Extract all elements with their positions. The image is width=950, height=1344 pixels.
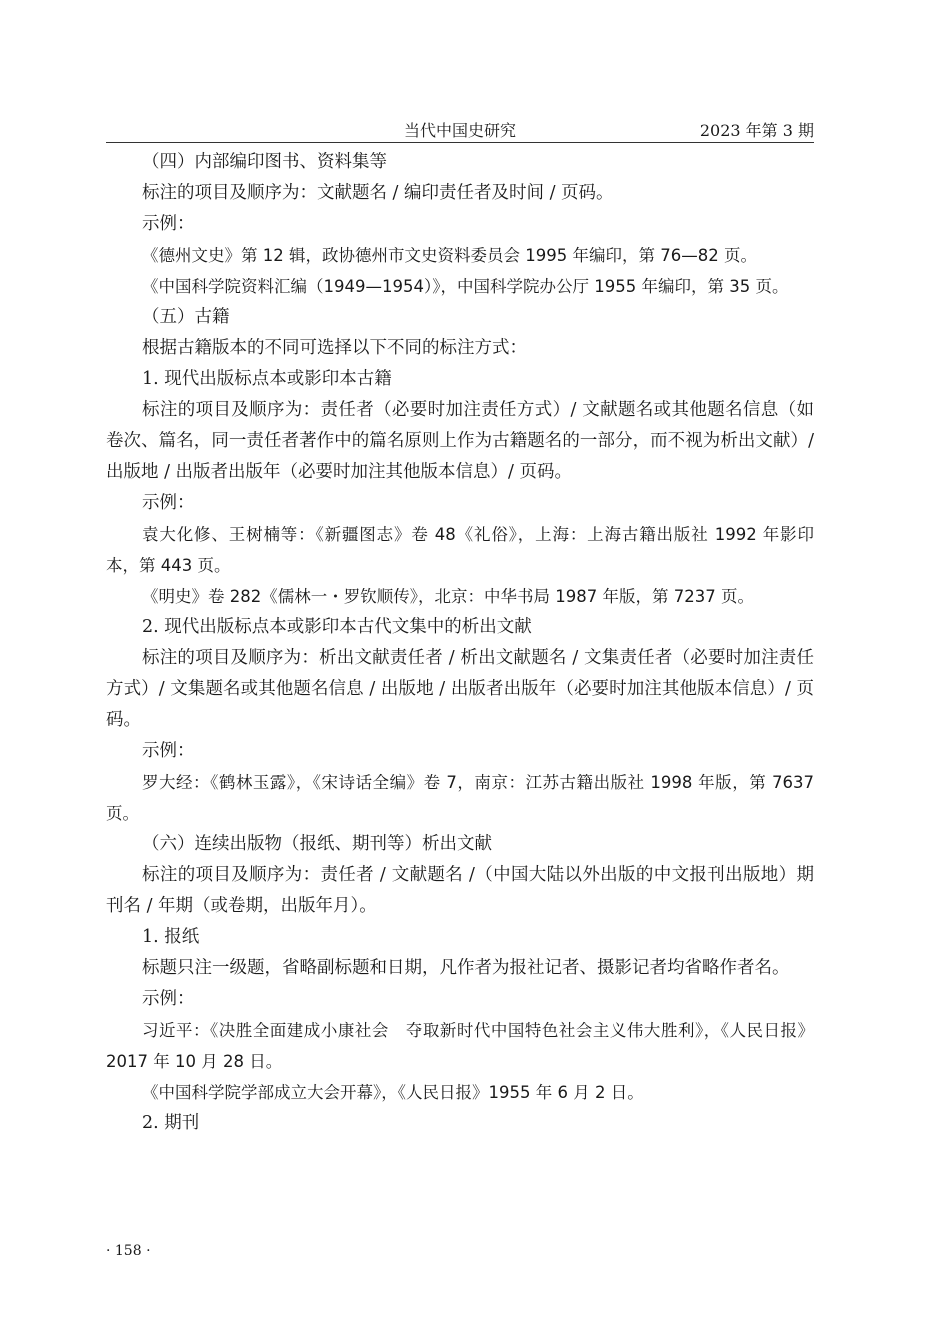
example-citation: 罗大经：《鹤林玉露》，《宋诗话全编》卷 7，南京：江苏古籍出版社 1998 年版，第 7637 页。	[106, 773, 814, 823]
paragraph: 标注的项目及顺序为：析出文献责任者 / 析出文献题名 / 文集责任者（必要时加注责任方式）/ 文集题名或其他题名信息 / 出版地 / 出版者出版年（必要时加注其他版本信息）/ 页码。	[106, 648, 814, 730]
heading-section-6: （六）连续出版物（报纸、期刊等）析出文献	[142, 834, 492, 854]
example-label: 示例：	[142, 493, 195, 513]
paragraph: 根据古籍版本的不同可选择以下不同的标注方式：	[142, 338, 527, 358]
page-number: · 158 ·	[106, 1243, 151, 1259]
issue-number: 2023 年第 3 期	[699, 121, 814, 140]
example-label: 示例：	[142, 214, 195, 234]
subheading: 1. 现代出版标点本或影印本古籍	[142, 369, 392, 389]
example-label: 示例：	[142, 741, 195, 761]
paragraph: 标注的项目及顺序为：责任者 / 文献题名 /（中国大陆以外出版的中文报刊出版地）期刊名 / 年期（或卷期，出版年月）。	[106, 865, 814, 916]
subheading: 2. 期刊	[142, 1113, 200, 1133]
example-citation: 《明史》卷 282《儒林一・罗钦顺传》，北京：中华书局 1987 年版，第 7237 页。	[142, 587, 754, 606]
running-header	[106, 114, 814, 143]
example-label: 示例：	[142, 989, 195, 1009]
paragraph: 标题只注一级题，省略副标题和日期，凡作者为报社记者、摄影记者均省略作者名。	[142, 958, 790, 978]
page-body	[106, 147, 814, 1139]
subheading: 2. 现代出版标点本或影印本古代文集中的析出文献	[142, 617, 532, 637]
example-citation: 《中国科学院学部成立大会开幕》，《人民日报》1955 年 6 月 2 日。	[142, 1083, 644, 1102]
example-citation: 《中国科学院资料汇编（1949—1954）》，中国科学院办公厅 1955 年编印，第 35 页。	[142, 277, 789, 296]
heading-section-5: （五）古籍	[142, 307, 230, 327]
heading-section-4: （四）内部编印图书、资料集等	[142, 152, 387, 172]
subheading: 1. 报纸	[142, 927, 200, 947]
paragraph: 标注的项目及顺序为：责任者（必要时加注责任方式）/ 文献题名或其他题名信息（如卷次、篇名，同一责任者著作中的篇名原则上作为古籍题名的一部分，而不视为析出文献）/ 出版地 / 出版者出版年（必要时加注其他版本信息）/ 页码。	[106, 400, 814, 482]
example-citation: 习近平：《决胜全面建成小康社会 夺取新时代中国特色社会主义伟大胜利》，《人民日报》2017 年 10 月 28 日。	[106, 1021, 814, 1071]
example-citation: 《德州文史》第 12 辑，政协德州市文史资料委员会 1995 年编印，第 76—82 页。	[142, 246, 757, 265]
journal-title: 当代中国史研究	[403, 121, 516, 140]
paragraph: 标注的项目及顺序为：文献题名 / 编印责任者及时间 / 页码。	[142, 183, 614, 203]
example-citation: 袁大化修、王树楠等：《新疆图志》卷 48《礼俗》，上海：上海古籍出版社 1992 年影印本，第 443 页。	[106, 525, 814, 575]
